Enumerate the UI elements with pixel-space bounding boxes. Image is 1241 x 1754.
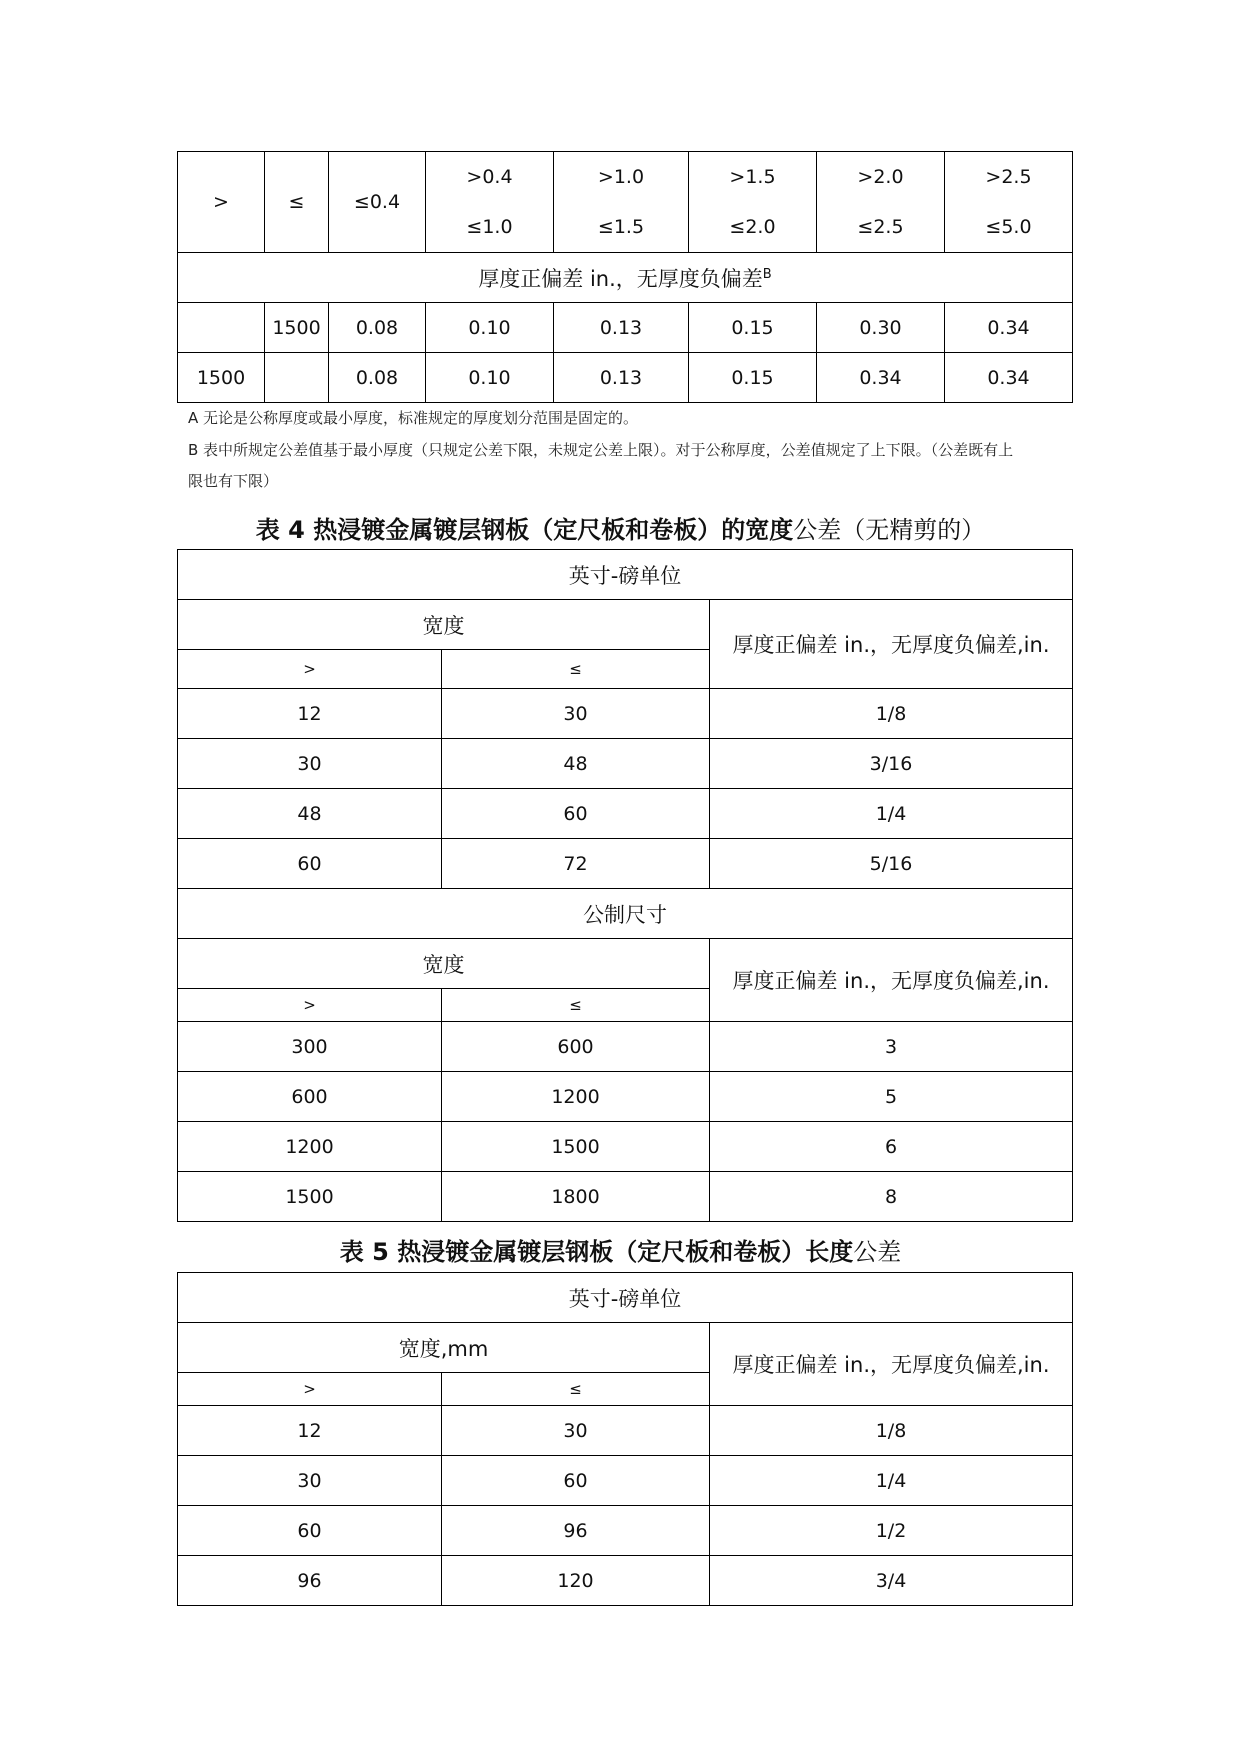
- table-cell: 1/4: [710, 1456, 1073, 1506]
- table-row: [178, 1556, 1073, 1606]
- width-tolerance-table: [177, 549, 1073, 1222]
- length-tolerance-table: [177, 1272, 1073, 1606]
- table-header-row: [178, 939, 1073, 989]
- table-subheader-row: [178, 253, 1073, 303]
- section-row: [178, 1273, 1073, 1323]
- table-cell: 48: [442, 739, 710, 789]
- gt-label: >: [178, 650, 442, 689]
- table-header-row: [178, 600, 1073, 650]
- footnote-b-line2: 限也有下限）: [188, 472, 279, 490]
- table-cell: 1500: [178, 353, 265, 403]
- table-row: [178, 1506, 1073, 1556]
- table-cell: 600: [178, 1072, 442, 1122]
- table-cell: 8: [710, 1172, 1073, 1222]
- table-cell: 3/16: [710, 739, 1073, 789]
- width-label: 宽度: [178, 600, 710, 650]
- header-cell: >1.0 ≤1.5: [554, 152, 689, 253]
- table-cell: 1200: [178, 1122, 442, 1172]
- table-cell: 30: [442, 689, 710, 739]
- table-cell: 60: [178, 839, 442, 889]
- table-row: [178, 739, 1073, 789]
- table-cell: 1/2: [710, 1506, 1073, 1556]
- footnote-a: A 无论是公称厚度或最小厚度，标准规定的厚度划分范围是固定的。: [188, 409, 639, 427]
- table-row: [178, 1072, 1073, 1122]
- section-heading-inch: 英寸-磅单位: [178, 1273, 1073, 1323]
- section-heading-inch: 英寸-磅单位: [178, 550, 1073, 600]
- gt-label: >: [178, 1373, 442, 1406]
- table-cell: 0.15: [689, 353, 817, 403]
- header-cell: >2.5 ≤5.0: [945, 152, 1073, 253]
- table-cell: 30: [442, 1406, 710, 1456]
- table-header-row: [178, 1323, 1073, 1373]
- table-row: [178, 689, 1073, 739]
- table-cell: 0.13: [554, 303, 689, 353]
- table-header-row: [178, 152, 1073, 253]
- footnote-b-line1: B 表中所规定公差值基于最小厚度（只规定公差下限，未规定公差上限）。对于公称厚度，公差值规定了上下限。（公差既有上: [188, 441, 1014, 459]
- table4-title: 表 4 热浸镀金属镀层钢板（定尺板和卷板）的宽度公差（无精剪的）: [255, 516, 986, 544]
- table-cell: 120: [442, 1556, 710, 1606]
- table-cell: 0.34: [945, 353, 1073, 403]
- table-cell: 5: [710, 1072, 1073, 1122]
- header-cell: >0.4 ≤1.0: [426, 152, 554, 253]
- table5-title: 表 5 热浸镀金属镀层钢板（定尺板和卷板）长度公差: [339, 1238, 902, 1266]
- header-cell: >: [178, 152, 265, 253]
- table-cell: 0.30: [817, 303, 945, 353]
- table-cell: 30: [178, 739, 442, 789]
- table-cell: 1500: [265, 303, 329, 353]
- table-cell: 96: [442, 1506, 710, 1556]
- table-cell: 1500: [442, 1122, 710, 1172]
- tolerance-label: 厚度正偏差 in.，无厚度负偏差,in.: [710, 939, 1073, 1022]
- table-cell: 0.13: [554, 353, 689, 403]
- table-row: [178, 353, 1073, 403]
- table-row: [178, 839, 1073, 889]
- footnotes: [188, 403, 1068, 497]
- table-cell: [178, 303, 265, 353]
- tolerance-label: 厚度正偏差 in.，无厚度负偏差,in.: [710, 600, 1073, 689]
- table-cell: 1500: [178, 1172, 442, 1222]
- thickness-tolerance-table: [177, 151, 1073, 403]
- table-cell: 0.08: [329, 303, 426, 353]
- tolerance-label: 厚度正偏差 in.，无厚度负偏差,in.: [710, 1323, 1073, 1406]
- table-cell: 60: [442, 1456, 710, 1506]
- table-cell: 30: [178, 1456, 442, 1506]
- table-cell: 0.34: [817, 353, 945, 403]
- table-row: [178, 789, 1073, 839]
- table-row: [178, 1406, 1073, 1456]
- table-cell: 60: [178, 1506, 442, 1556]
- table-cell: 5/16: [710, 839, 1073, 889]
- width-label: 宽度,mm: [178, 1323, 710, 1373]
- table-cell: [265, 353, 329, 403]
- section-row: [178, 889, 1073, 939]
- table-cell: 0.10: [426, 303, 554, 353]
- table-cell: 1800: [442, 1172, 710, 1222]
- table-cell: 12: [178, 1406, 442, 1456]
- table-cell: 3/4: [710, 1556, 1073, 1606]
- le-label: ≤: [442, 1373, 710, 1406]
- table-cell: 300: [178, 1022, 442, 1072]
- gt-label: >: [178, 989, 442, 1022]
- table-cell: 0.08: [329, 353, 426, 403]
- table-cell: 0.15: [689, 303, 817, 353]
- table-cell: 96: [178, 1556, 442, 1606]
- table-cell: 48: [178, 789, 442, 839]
- table-row: [178, 1172, 1073, 1222]
- header-cell: ≤: [265, 152, 329, 253]
- table-row: [178, 1022, 1073, 1072]
- width-label: 宽度: [178, 939, 710, 989]
- table-cell: 1/8: [710, 1406, 1073, 1456]
- table-cell: 0.10: [426, 353, 554, 403]
- table-cell: 3: [710, 1022, 1073, 1072]
- subheader-cell: 厚度正偏差 in.，无厚度负偏差$^B$: [178, 253, 1073, 303]
- table-cell: 60: [442, 789, 710, 839]
- le-label: ≤: [442, 650, 710, 689]
- header-cell: >2.0 ≤2.5: [817, 152, 945, 253]
- table-row: [178, 1122, 1073, 1172]
- table-cell: 1/8: [710, 689, 1073, 739]
- table-cell: 1200: [442, 1072, 710, 1122]
- section-heading-metric: 公制尺寸: [178, 889, 1073, 939]
- header-cell: >1.5 ≤2.0: [689, 152, 817, 253]
- table-cell: 1/4: [710, 789, 1073, 839]
- table-cell: 12: [178, 689, 442, 739]
- le-label: ≤: [442, 989, 710, 1022]
- table-cell: 72: [442, 839, 710, 889]
- header-cell: ≤0.4: [329, 152, 426, 253]
- table-cell: 0.34: [945, 303, 1073, 353]
- section-row: [178, 550, 1073, 600]
- table-row: [178, 1456, 1073, 1506]
- table-cell: 6: [710, 1122, 1073, 1172]
- table-cell: 600: [442, 1022, 710, 1072]
- table-row: [178, 303, 1073, 353]
